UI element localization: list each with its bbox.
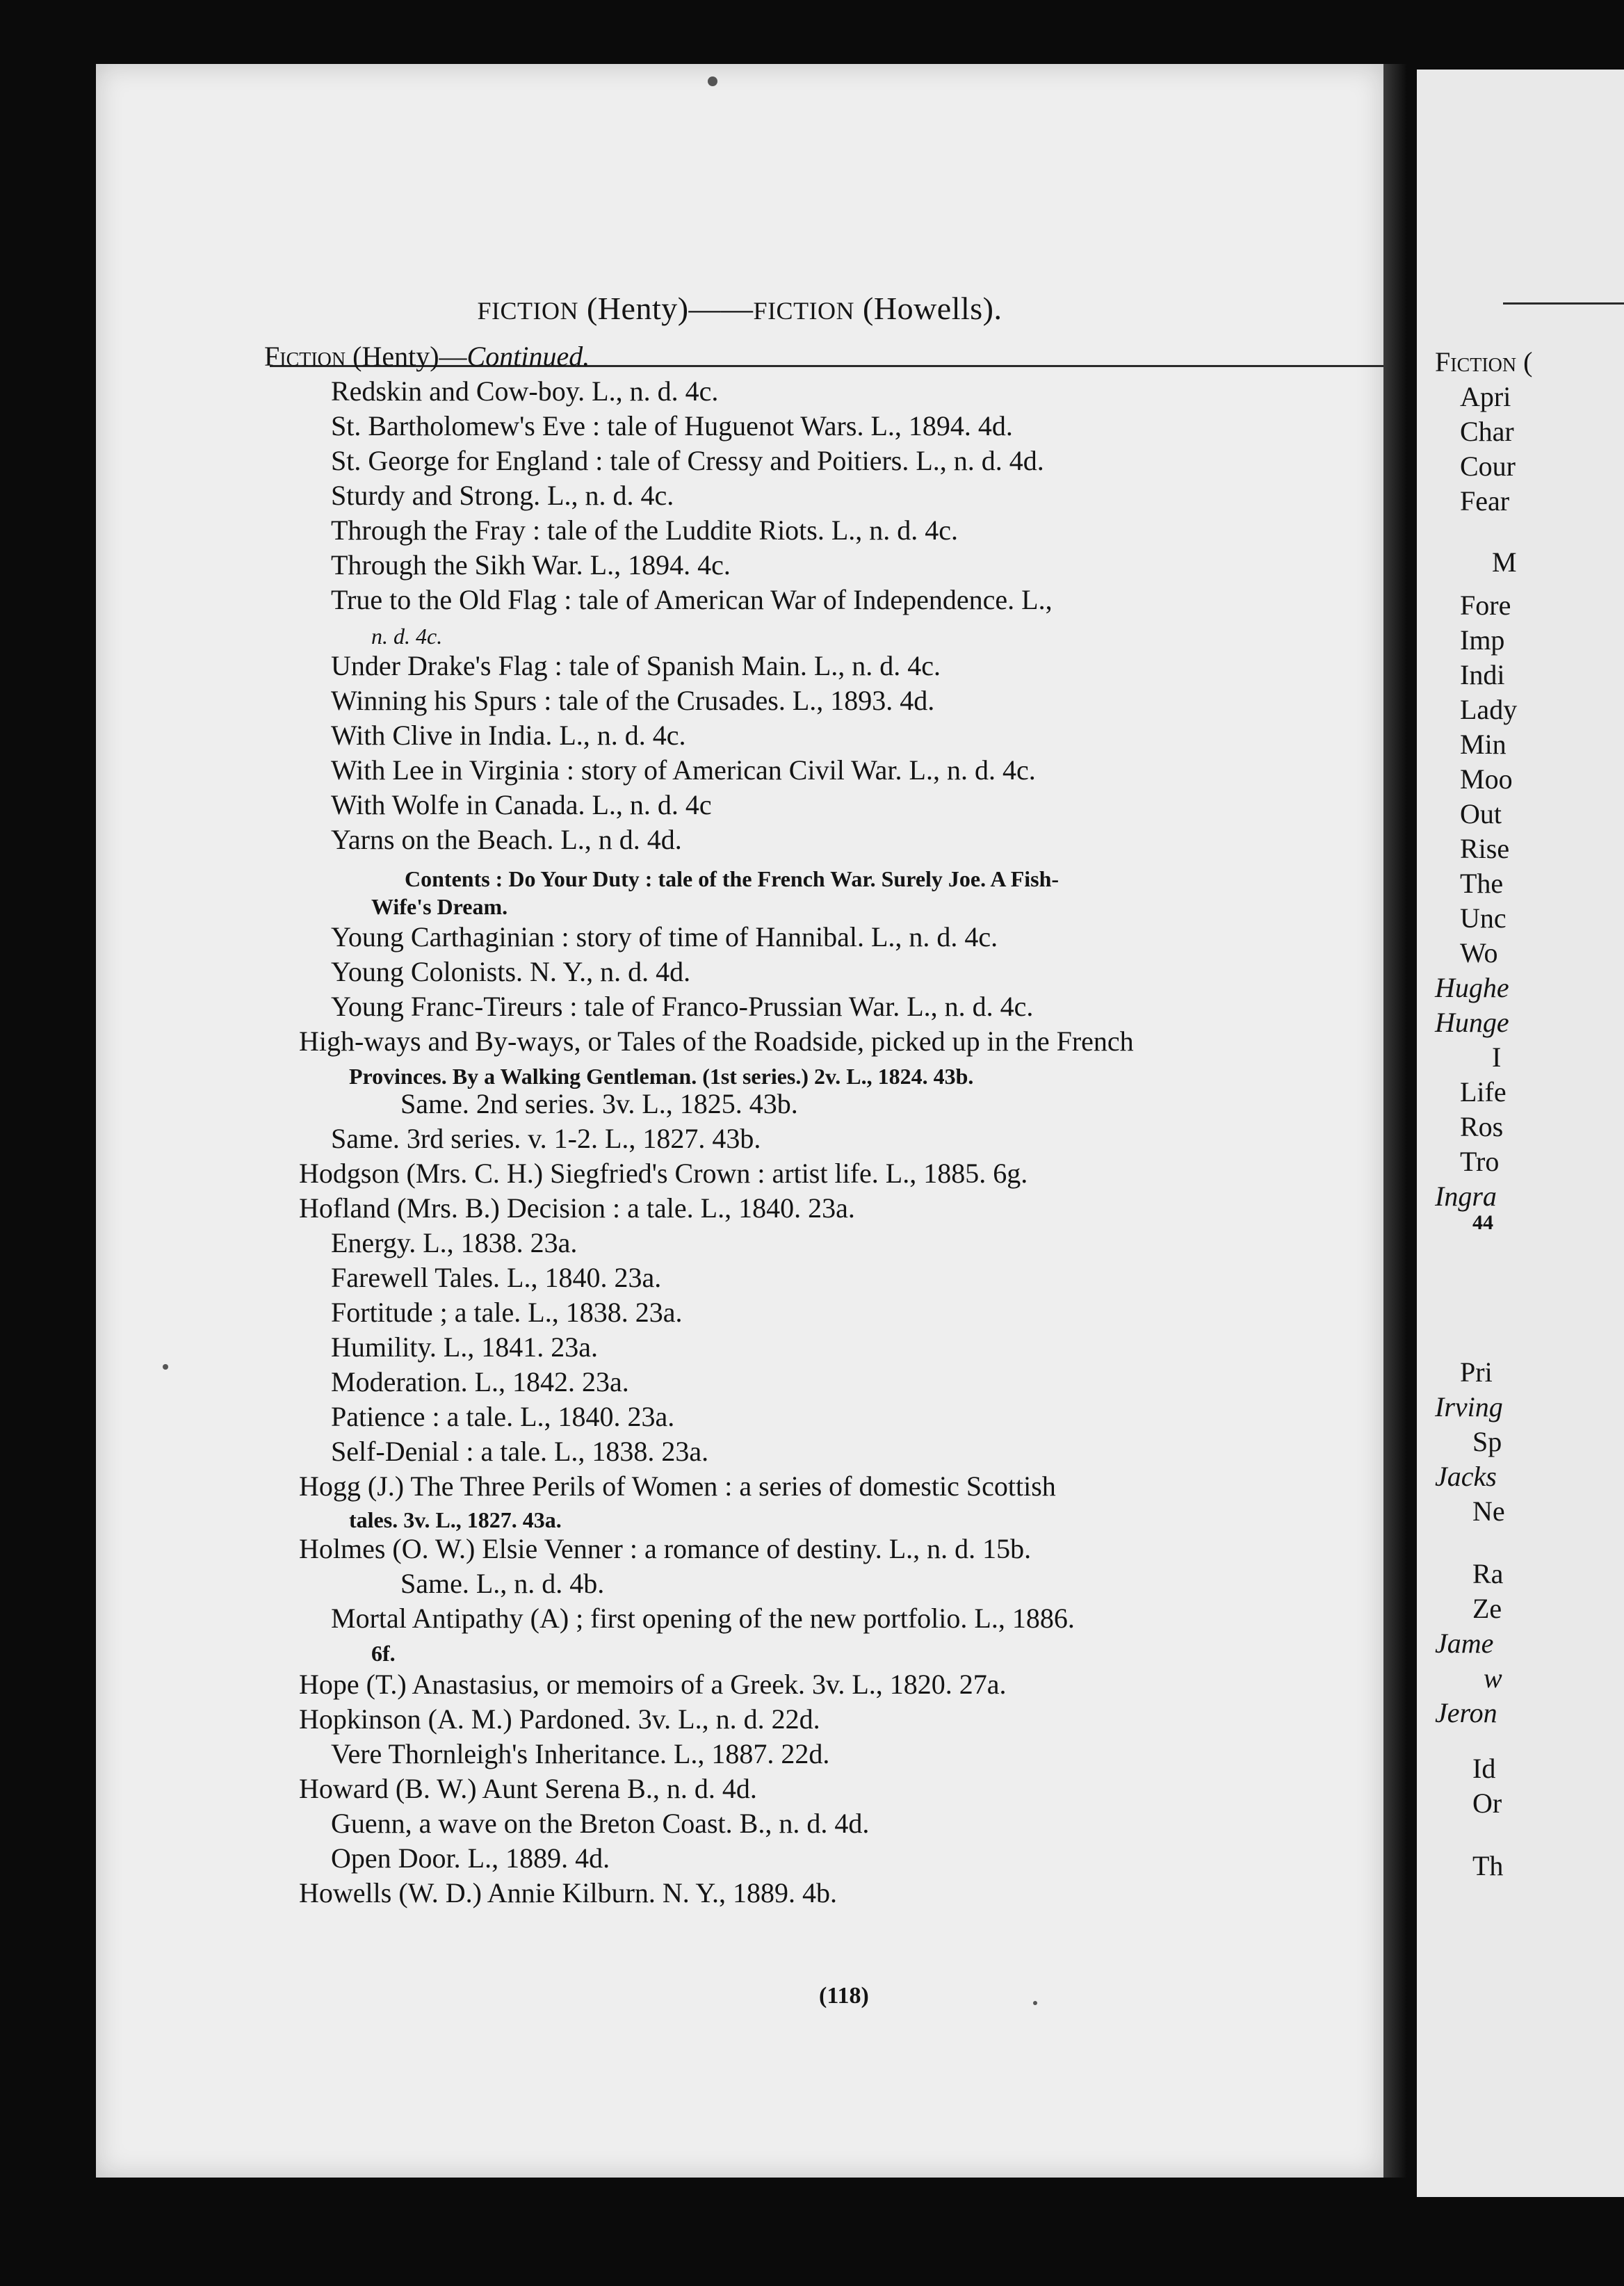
facing-page-line: Cour (1460, 451, 1516, 482)
catalog-entry: Young Colonists. N. Y., n. d. 4d. (331, 956, 691, 987)
contents-note: Contents : Do Your Duty : tale of the French War. Surely Joe. A Fish- (405, 866, 1059, 891)
author-entry: Howard (B. W.) Aunt Serena B., n. d. 4d. (299, 1773, 757, 1804)
ink-speck (708, 76, 717, 86)
catalog-entry: Fortitude ; a tale. L., 1838. 23a. (331, 1297, 683, 1328)
facing-page-line: Jacks (1435, 1461, 1497, 1492)
facing-page-line: Wo (1460, 937, 1498, 968)
contents-note: Wife's Dream. (371, 894, 508, 919)
section-heading: Fiction (Henty)—Continued. (264, 341, 590, 372)
facing-page-line: Jame (1435, 1628, 1494, 1659)
facing-page-line: Hughe (1435, 972, 1509, 1003)
catalog-entry: True to the Old Flag : tale of American War of Independence. L., (331, 584, 1053, 615)
facing-page-line: Rise (1460, 833, 1510, 864)
facing-page-line: Unc (1460, 902, 1507, 934)
facing-page-line: Char (1460, 416, 1514, 447)
facing-page-line: Ros (1460, 1111, 1504, 1142)
ink-speck (1033, 2001, 1037, 2005)
catalog-entry: Through the Fray : tale of the Luddite Riots. L., n. d. 4c. (331, 514, 959, 546)
author-entry: Hogg (J.) The Three Perils of Women : a series of domestic Scottish (299, 1470, 1056, 1502)
facing-page-line: Imp (1460, 624, 1505, 656)
facing-page-line: Pri (1460, 1356, 1493, 1388)
author-entry: Holmes (O. W.) Elsie Venner : a romance of destiny. L., n. d. 15b. (299, 1533, 1032, 1564)
facing-page-line: Min (1460, 729, 1507, 760)
author-entry: Hopkinson (A. M.) Pardoned. 3v. L., n. d. 22d. (299, 1703, 820, 1735)
catalog-entry: Sturdy and Strong. L., n. d. 4c. (331, 480, 674, 511)
author-entry: Hofland (Mrs. B.) Decision : a tale. L., 1840. 23a. (299, 1192, 855, 1224)
facing-page-line: Hunge (1435, 1007, 1509, 1038)
facing-page-line: Fiction ( (1435, 346, 1533, 378)
facing-page-line: Irving (1435, 1391, 1503, 1422)
book-gutter (1383, 64, 1417, 2178)
catalog-entry: High-ways and By-ways, or Tales of the Roadside, picked up in the French (299, 1026, 1134, 1057)
catalog-entry-continuation: 6f. (371, 1641, 396, 1666)
catalog-entry: Winning his Spurs : tale of the Crusades. L., 1893. 4d. (331, 685, 935, 716)
facing-page-line: Lady (1460, 694, 1518, 725)
catalog-entry: Under Drake's Flag : tale of Spanish Main. L., n. d. 4c. (331, 650, 941, 681)
catalog-entry: Moderation. L., 1842. 23a. (331, 1366, 629, 1397)
facing-page-line: Fore (1460, 590, 1511, 621)
catalog-entry: Young Franc-Tireurs : tale of Franco-Prussian War. L., n. d. 4c. (331, 991, 1034, 1022)
catalog-entry: Young Carthaginian : story of time of Hannibal. L., n. d. 4c. (331, 921, 998, 952)
facing-page-line: Ne (1472, 1495, 1505, 1527)
page-number: (118) (819, 1983, 869, 2009)
catalog-entry: Same. 2nd series. 3v. L., 1825. 43b. (400, 1088, 798, 1119)
facing-page-line: 44 (1472, 1211, 1493, 1234)
facing-page-line: The (1460, 868, 1504, 899)
facing-page-line: Tro (1460, 1146, 1500, 1177)
facing-page-line: Out (1460, 798, 1502, 829)
facing-page-line: Moo (1460, 763, 1513, 795)
facing-page-line: Ze (1472, 1593, 1502, 1624)
facing-page-line: Apri (1460, 381, 1511, 412)
facing-page-line: I (1492, 1041, 1502, 1073)
facing-page-line: Indi (1460, 659, 1505, 690)
catalog-entry: Energy. L., 1838. 23a. (331, 1227, 578, 1258)
catalog-entry: St. Bartholomew's Eve : tale of Huguenot Wars. L., 1894. 4d. (331, 410, 1013, 441)
facing-page-line: Id (1472, 1753, 1496, 1784)
facing-page-line: Or (1472, 1788, 1502, 1819)
catalog-entry: Farewell Tales. L., 1840. 23a. (331, 1262, 662, 1293)
facing-page-edge (1417, 70, 1624, 2197)
catalog-entry: With Lee in Virginia : story of American Civil War. L., n. d. 4c. (331, 754, 1036, 786)
facing-page-line: Jeron (1435, 1697, 1497, 1728)
header-rule (1503, 302, 1624, 305)
catalog-entry-continuation: Provinces. By a Walking Gentleman. (1st series.) 2v. L., 1824. 43b. (349, 1064, 974, 1089)
facing-page-line: Th (1472, 1850, 1504, 1881)
author-entry: Hodgson (Mrs. C. H.) Siegfried's Crown : artist life. L., 1885. 6g. (299, 1158, 1028, 1189)
ink-speck (163, 1364, 168, 1370)
catalog-entry: Yarns on the Beach. L., n d. 4d. (331, 824, 682, 855)
author-entry: Howells (W. D.) Annie Kilburn. N. Y., 1889. 4b. (299, 1877, 838, 1908)
author-entry: Hope (T.) Anastasius, or memoirs of a Greek. 3v. L., 1820. 27a. (299, 1669, 1007, 1700)
facing-page-line: Ra (1472, 1558, 1504, 1589)
facing-page-line: M (1492, 546, 1517, 578)
catalog-page (96, 64, 1383, 2178)
catalog-entry: Vere Thornleigh's Inheritance. L., 1887. 22d. (331, 1738, 830, 1769)
catalog-entry: Self-Denial : a tale. L., 1838. 23a. (331, 1436, 709, 1467)
catalog-entry: Same. 3rd series. v. 1-2. L., 1827. 43b. (331, 1123, 761, 1154)
catalog-entry: Humility. L., 1841. 23a. (331, 1331, 599, 1363)
facing-page-line: Life (1460, 1076, 1507, 1108)
facing-page-line: w (1484, 1662, 1502, 1694)
facing-page-line: Ingra (1435, 1181, 1497, 1212)
catalog-entry: Through the Sikh War. L., 1894. 4c. (331, 549, 731, 581)
catalog-entry: With Wolfe in Canada. L., n. d. 4c (331, 789, 712, 820)
facing-page-line: Fear (1460, 485, 1510, 517)
catalog-entry: With Clive in India. L., n. d. 4c. (331, 720, 686, 751)
catalog-entry: Same. L., n. d. 4b. (400, 1568, 605, 1599)
catalog-entry: Guenn, a wave on the Breton Coast. B., n. d. 4d. (331, 1808, 870, 1839)
catalog-entry: St. George for England : tale of Cressy and Poitiers. L., n. d. 4d. (331, 445, 1044, 476)
catalog-entry-continuation: tales. 3v. L., 1827. 43a. (349, 1507, 562, 1532)
catalog-entry-continuation: n. d. 4c. (371, 624, 443, 649)
catalog-entry: Open Door. L., 1889. 4d. (331, 1842, 610, 1874)
facing-page-line: Sp (1472, 1426, 1502, 1457)
running-head: FICTION (Henty)——FICTION (Howells). (477, 291, 1002, 326)
catalog-entry: Redskin and Cow-boy. L., n. d. 4c. (331, 375, 719, 407)
catalog-entry: Mortal Antipathy (A) ; first opening of the new portfolio. L., 1886. (331, 1603, 1075, 1634)
catalog-entry: Patience : a tale. L., 1840. 23a. (331, 1401, 675, 1432)
